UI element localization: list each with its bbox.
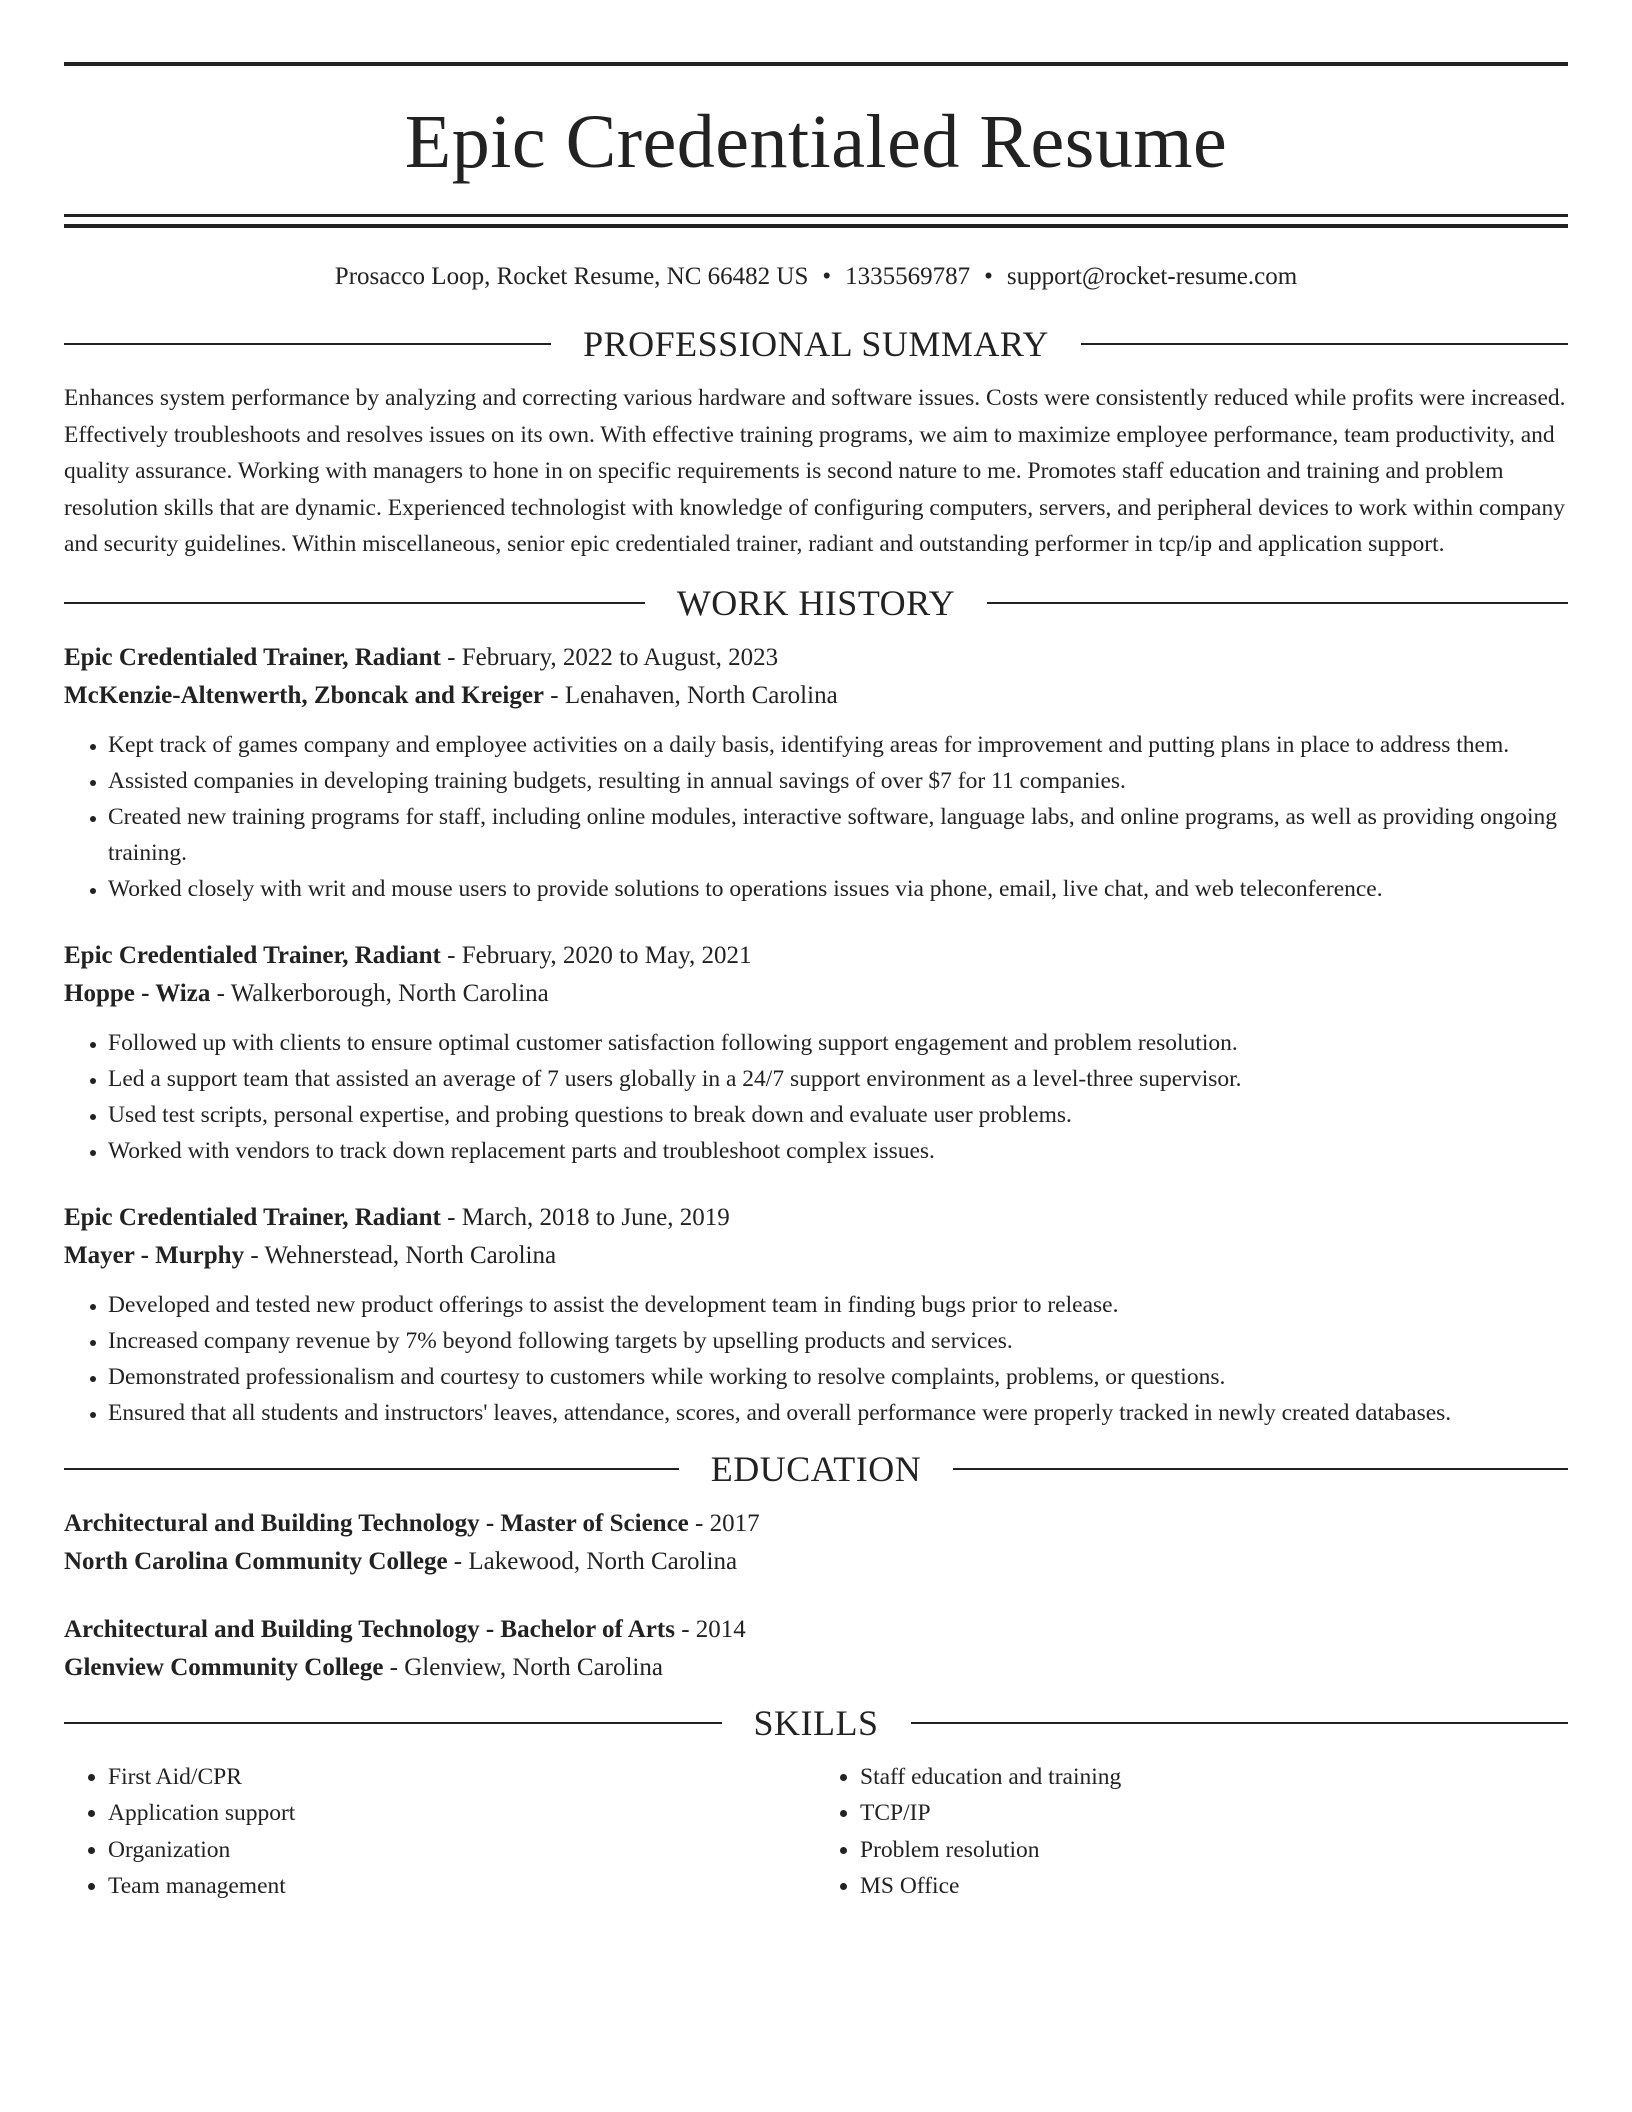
skill-item: • Team management <box>108 1868 816 1905</box>
education-entry <box>64 1611 1568 1687</box>
section-header-skills <box>64 1701 1568 1745</box>
job-dates: - February, 2020 to May, 2021 <box>440 941 752 969</box>
job-company: Hoppe - Wiza <box>64 979 211 1007</box>
job-bullet: • Demonstrated professionalism and courtesy to customers while working to resolve complaints, problems, or questions. <box>108 1359 1568 1395</box>
section-divider <box>911 1722 1569 1724</box>
job-location: - Lenahaven, North Carolina <box>544 681 838 709</box>
section-divider <box>64 1722 722 1724</box>
job-bullet: • Ensured that all students and instructors' leaves, attendance, scores, and overall performance were properly tracked in newly created databases. <box>108 1395 1568 1431</box>
job-bullet: • Led a support team that assisted an average of 7 users globally in a 24/7 support environment as a level-three supervisor. <box>108 1061 1568 1097</box>
summary-text: Enhances system performance by analyzing and correcting various hardware and software issues. Costs were consistently reduced while profits were increased. Effectively troubleshoots and resolves issues on its own. With effective training programs, we aim to maximize employee performance, team productivity, and quality assurance. Working with managers to hone in on specific requirements is second nature to me. Promotes staff education and training and problem resolution skills that are dynamic. Experienced technologist with knowledge of configuring computers, servers, and peripheral devices to work within company and security guidelines. Within miscellaneous, senior epic credentialed trainer, radiant and outstanding performer in tcp/ip and application support. <box>64 385 1566 557</box>
job-entry <box>64 937 1568 1169</box>
job-bullet: • Kept track of games company and employee activities on a daily basis, identifying areas for improvement and putting plans in place to address them. <box>108 727 1568 763</box>
job-bullets <box>64 1025 1568 1169</box>
skills-column-left <box>64 1759 816 1905</box>
skill-item: • Application support <box>108 1795 816 1832</box>
job-bullet: • Created new training programs for staff, including online modules, interactive software, language labs, and online programs, as well as providing ongoing training. <box>108 799 1568 871</box>
education-year: - 2017 <box>688 1509 760 1537</box>
job-dates: - March, 2018 to June, 2019 <box>440 1203 730 1231</box>
education-location: - Glenview, North Carolina <box>383 1653 663 1681</box>
skill-item: • TCP/IP <box>860 1795 1568 1832</box>
skill-item: • Organization <box>108 1832 816 1869</box>
skill-item: • MS Office <box>860 1868 1568 1905</box>
section-title: EDUCATION <box>710 1448 922 1489</box>
skill-item: • First Aid/CPR <box>108 1759 816 1796</box>
education-school: North Carolina Community College <box>64 1547 448 1575</box>
job-company: McKenzie-Altenwerth, Zboncak and Kreiger <box>64 681 545 709</box>
job-bullet: • Worked closely with writ and mouse users to provide solutions to operations issues via phone, email, live chat, and web teleconference. <box>108 871 1568 907</box>
job-company-line <box>64 677 1568 715</box>
job-bullet: • Followed up with clients to ensure optimal customer satisfaction following support engagement and problem resolution. <box>108 1025 1568 1061</box>
education-degree-line <box>64 1611 1568 1649</box>
section-title: PROFESSIONAL SUMMARY <box>583 324 1049 364</box>
job-company-line <box>64 975 1568 1013</box>
section-divider <box>1081 343 1568 345</box>
section-header-work <box>64 581 1568 625</box>
skills-column-right <box>816 1759 1568 1905</box>
top-rule <box>64 62 1568 66</box>
name-rule-lower <box>64 224 1568 228</box>
job-location: - Walkerborough, North Carolina <box>210 979 549 1007</box>
contact-separator: • <box>984 263 993 290</box>
section-title: WORK HISTORY <box>676 582 956 623</box>
job-bullet: • Worked with vendors to track down replacement parts and troubleshoot complex issues. <box>108 1133 1568 1169</box>
section-divider <box>987 602 1568 604</box>
section-divider <box>64 1468 679 1470</box>
education-school-line <box>64 1649 1568 1687</box>
contact-phone: 1335569787 <box>845 263 971 290</box>
job-bullets <box>64 1287 1568 1431</box>
resume-name: Epic Credentialed Resume <box>404 100 1228 184</box>
education-school-line <box>64 1543 1568 1581</box>
section-divider <box>953 1468 1568 1470</box>
section-header-summary <box>64 322 1568 366</box>
section-divider <box>64 343 551 345</box>
job-role: Epic Credentialed Trainer, Radiant <box>64 941 441 969</box>
job-role: Epic Credentialed Trainer, Radiant <box>64 643 441 671</box>
contact-address: Prosacco Loop, Rocket Resume, NC 66482 US <box>334 263 809 290</box>
job-company: Mayer - Murphy <box>64 1241 245 1269</box>
job-role: Epic Credentialed Trainer, Radiant <box>64 1203 441 1231</box>
section-header-education <box>64 1447 1568 1491</box>
contact-separator: • <box>822 263 832 290</box>
education-year: - 2014 <box>674 1615 746 1643</box>
education-location: - Lakewood, North Carolina <box>447 1547 738 1575</box>
job-bullets <box>64 727 1568 907</box>
section-title: SKILLS <box>753 1702 879 1743</box>
job-bullet: • Assisted companies in developing training budgets, resulting in annual savings of over $7 for 11 companies. <box>108 763 1568 799</box>
skills-list <box>64 1759 1568 1905</box>
job-entry <box>64 1199 1568 1431</box>
skill-item: • Staff education and training <box>860 1759 1568 1796</box>
job-location: - Wehnerstead, North Carolina <box>244 1241 557 1269</box>
job-bullet: • Used test scripts, personal expertise, and probing questions to break down and evaluate user problems. <box>108 1097 1568 1133</box>
job-entry <box>64 639 1568 907</box>
job-title-line <box>64 639 1568 677</box>
contact-email: support@rocket-resume.com <box>1006 263 1298 290</box>
name-rule-upper <box>64 214 1568 217</box>
job-title-line <box>64 937 1568 975</box>
contact-line <box>64 262 1568 292</box>
education-school: Glenview Community College <box>64 1653 384 1681</box>
education-degree: Architectural and Building Technology - Bachelor of Arts <box>64 1615 675 1643</box>
job-title-line <box>64 1199 1568 1237</box>
job-dates: - February, 2022 to August, 2023 <box>440 643 779 671</box>
section-divider <box>64 602 645 604</box>
job-bullet: • Increased company revenue by 7% beyond following targets by upselling products and services. <box>108 1323 1568 1359</box>
education-degree-line <box>64 1505 1568 1543</box>
education-degree: Architectural and Building Technology - Master of Science <box>64 1509 689 1537</box>
job-bullet: • Developed and tested new product offerings to assist the development team in finding bugs prior to release. <box>108 1287 1568 1323</box>
education-entry <box>64 1505 1568 1581</box>
skill-item: • Problem resolution <box>860 1832 1568 1869</box>
job-company-line <box>64 1237 1568 1275</box>
